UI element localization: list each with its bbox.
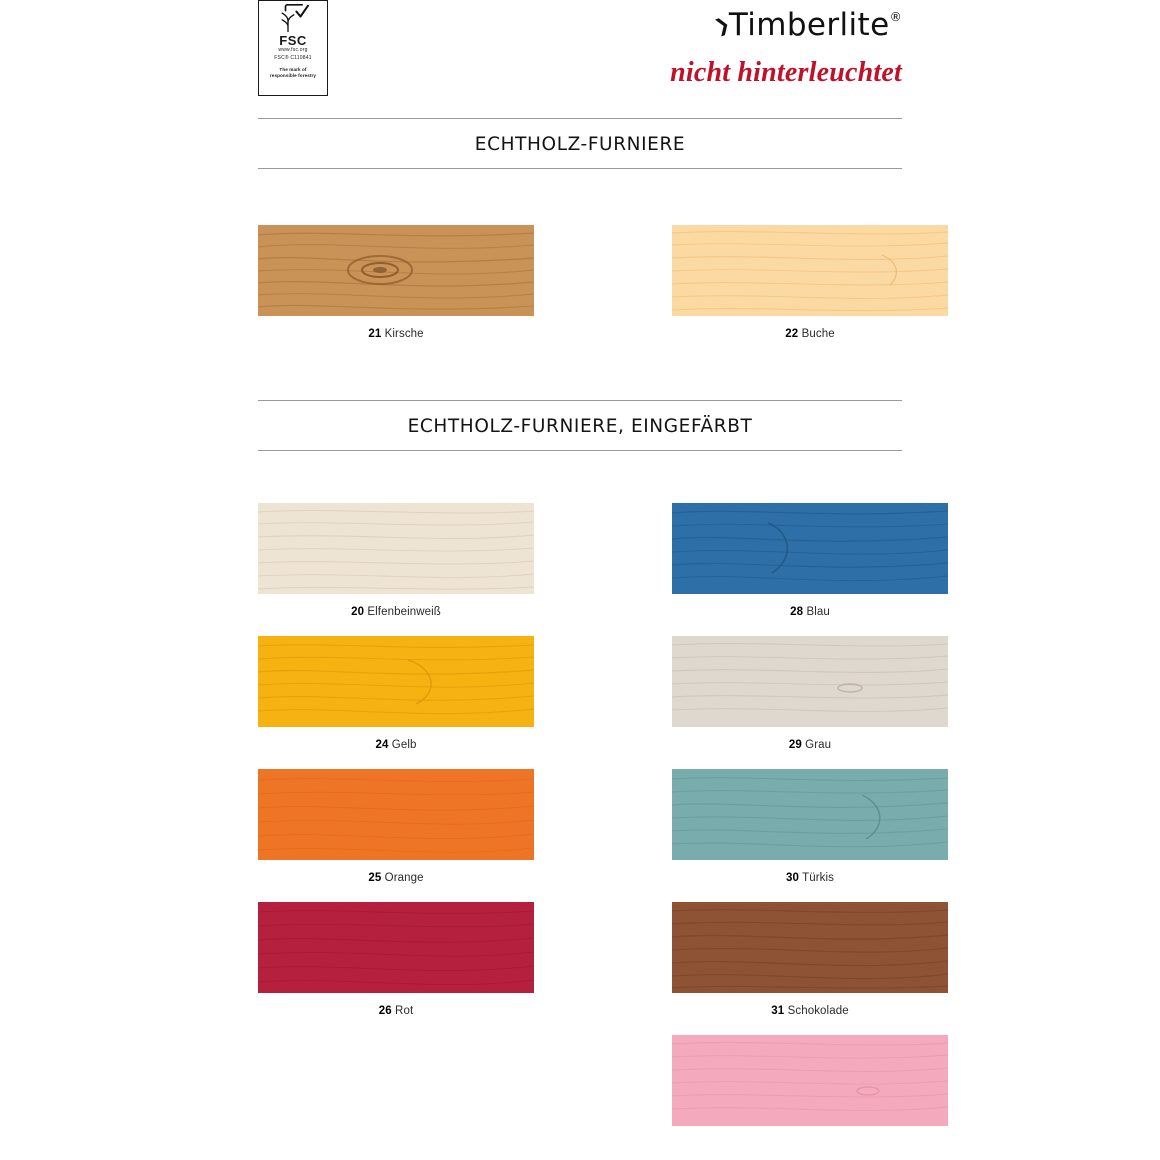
swatch-name: Schokolade [787,1005,849,1017]
swatch-column-left [258,225,580,340]
swatch-number: 22 [785,328,799,340]
swatch-column-left [258,503,580,1138]
swatch-cell[interactable] [672,1035,902,1138]
section-title: ECHTHOLZ-FURNIERE, EINGEFÄRBT [407,416,753,437]
swatch-caption [672,1126,948,1138]
swatch-cell[interactable] [672,902,902,1017]
section-echtholz-furniere [258,118,902,169]
veneer-swatch[interactable] [258,225,534,316]
swatch-cell[interactable] [258,769,580,884]
swatch-name: Elfenbeinweiß [367,606,441,618]
swatch-cell[interactable] [672,769,902,884]
swatch-cell[interactable] [672,503,902,618]
swatch-cell[interactable] [258,503,580,618]
swatch-number: 21 [368,328,382,340]
veneer-swatch[interactable] [258,902,534,993]
swatch-name: Kirsche [384,328,424,340]
wood-grain-texture [672,636,948,727]
veneer-swatch[interactable] [672,636,948,727]
swatch-number: 30 [786,872,799,884]
swatch-cell[interactable] [258,902,580,1017]
swatch-number: 29 [788,739,802,751]
brand-block [670,0,902,89]
section-echtholz-furniere-eingefaerbt [258,400,902,451]
fsc-name: FSC [279,33,307,48]
fsc-tree-checkmark-icon [276,4,310,34]
section-rule-bottom [258,168,902,169]
veneer-swatch[interactable] [672,769,948,860]
swatch-name: Buche [801,328,835,340]
swatch-caption [258,727,534,751]
swatch-cell[interactable] [258,636,580,751]
swatch-caption [672,860,948,884]
swatch-name: Türkis [802,872,834,884]
brand-name-text: Timberlite [728,7,890,43]
swatch-name: Blau [806,606,830,618]
wood-grain-texture [258,769,534,860]
swatch-name: Gelb [391,739,417,751]
swatch-caption [672,316,948,340]
swatch-caption [258,993,534,1017]
swatch-name: Orange [384,872,424,884]
swatch-caption [258,860,534,884]
wood-grain-texture [258,225,534,316]
swatch-caption [258,316,534,340]
veneer-swatch[interactable] [258,503,534,594]
wood-grain-texture [258,503,534,594]
swatch-cell[interactable] [672,636,902,751]
swatch-grid-dyed [258,503,902,1138]
swatch-number: 20 [351,606,365,618]
wood-grain-texture [672,1035,948,1126]
swatch-number: 31 [771,1005,785,1017]
veneer-swatch[interactable] [672,503,948,594]
veneer-swatch[interactable] [672,902,948,993]
veneer-swatch[interactable] [258,636,534,727]
fsc-url: www.fsc.org [278,47,308,53]
swatch-number: 24 [375,739,389,751]
veneer-swatch[interactable] [258,769,534,860]
wood-grain-texture [672,902,948,993]
fsc-claim [270,67,316,79]
swatch-number: 26 [378,1005,392,1017]
swatch-number: 25 [368,872,382,884]
swatch-number: 28 [790,606,804,618]
wood-grain-texture [258,636,534,727]
fsc-claim-line2: responsible forestry [269,73,317,78]
brand-wordmark [670,0,902,43]
veneer-swatch[interactable] [672,225,948,316]
swatch-cell[interactable] [672,225,902,340]
fsc-claim-line1: The mark of [279,67,307,72]
swatch-caption [258,594,534,618]
registered-mark: ® [889,10,902,24]
fsc-certification-logo [258,0,328,96]
veneer-swatch[interactable] [672,1035,948,1126]
swatch-name: Grau [805,739,832,751]
page-header [0,0,1160,110]
wood-grain-texture [672,769,948,860]
fsc-code: FSC® C110841 [274,55,312,61]
swatch-grid-natural [258,225,902,340]
swatch-column-right [580,503,902,1138]
wood-grain-texture [672,225,948,316]
brand-subtitle: nicht hinterleuchtet [670,57,902,88]
swatch-cell[interactable] [258,225,580,340]
wood-grain-texture [672,503,948,594]
section-title: ECHTHOLZ-FURNIERE [474,134,686,155]
swatch-caption [672,993,948,1017]
wood-grain-texture [258,902,534,993]
swatch-caption [672,727,948,751]
swatch-column-right [580,225,902,340]
swatch-caption [672,594,948,618]
section-rule-bottom [258,450,902,451]
swatch-name: Rot [395,1005,414,1017]
leaf-icon: ❯ [712,13,734,39]
